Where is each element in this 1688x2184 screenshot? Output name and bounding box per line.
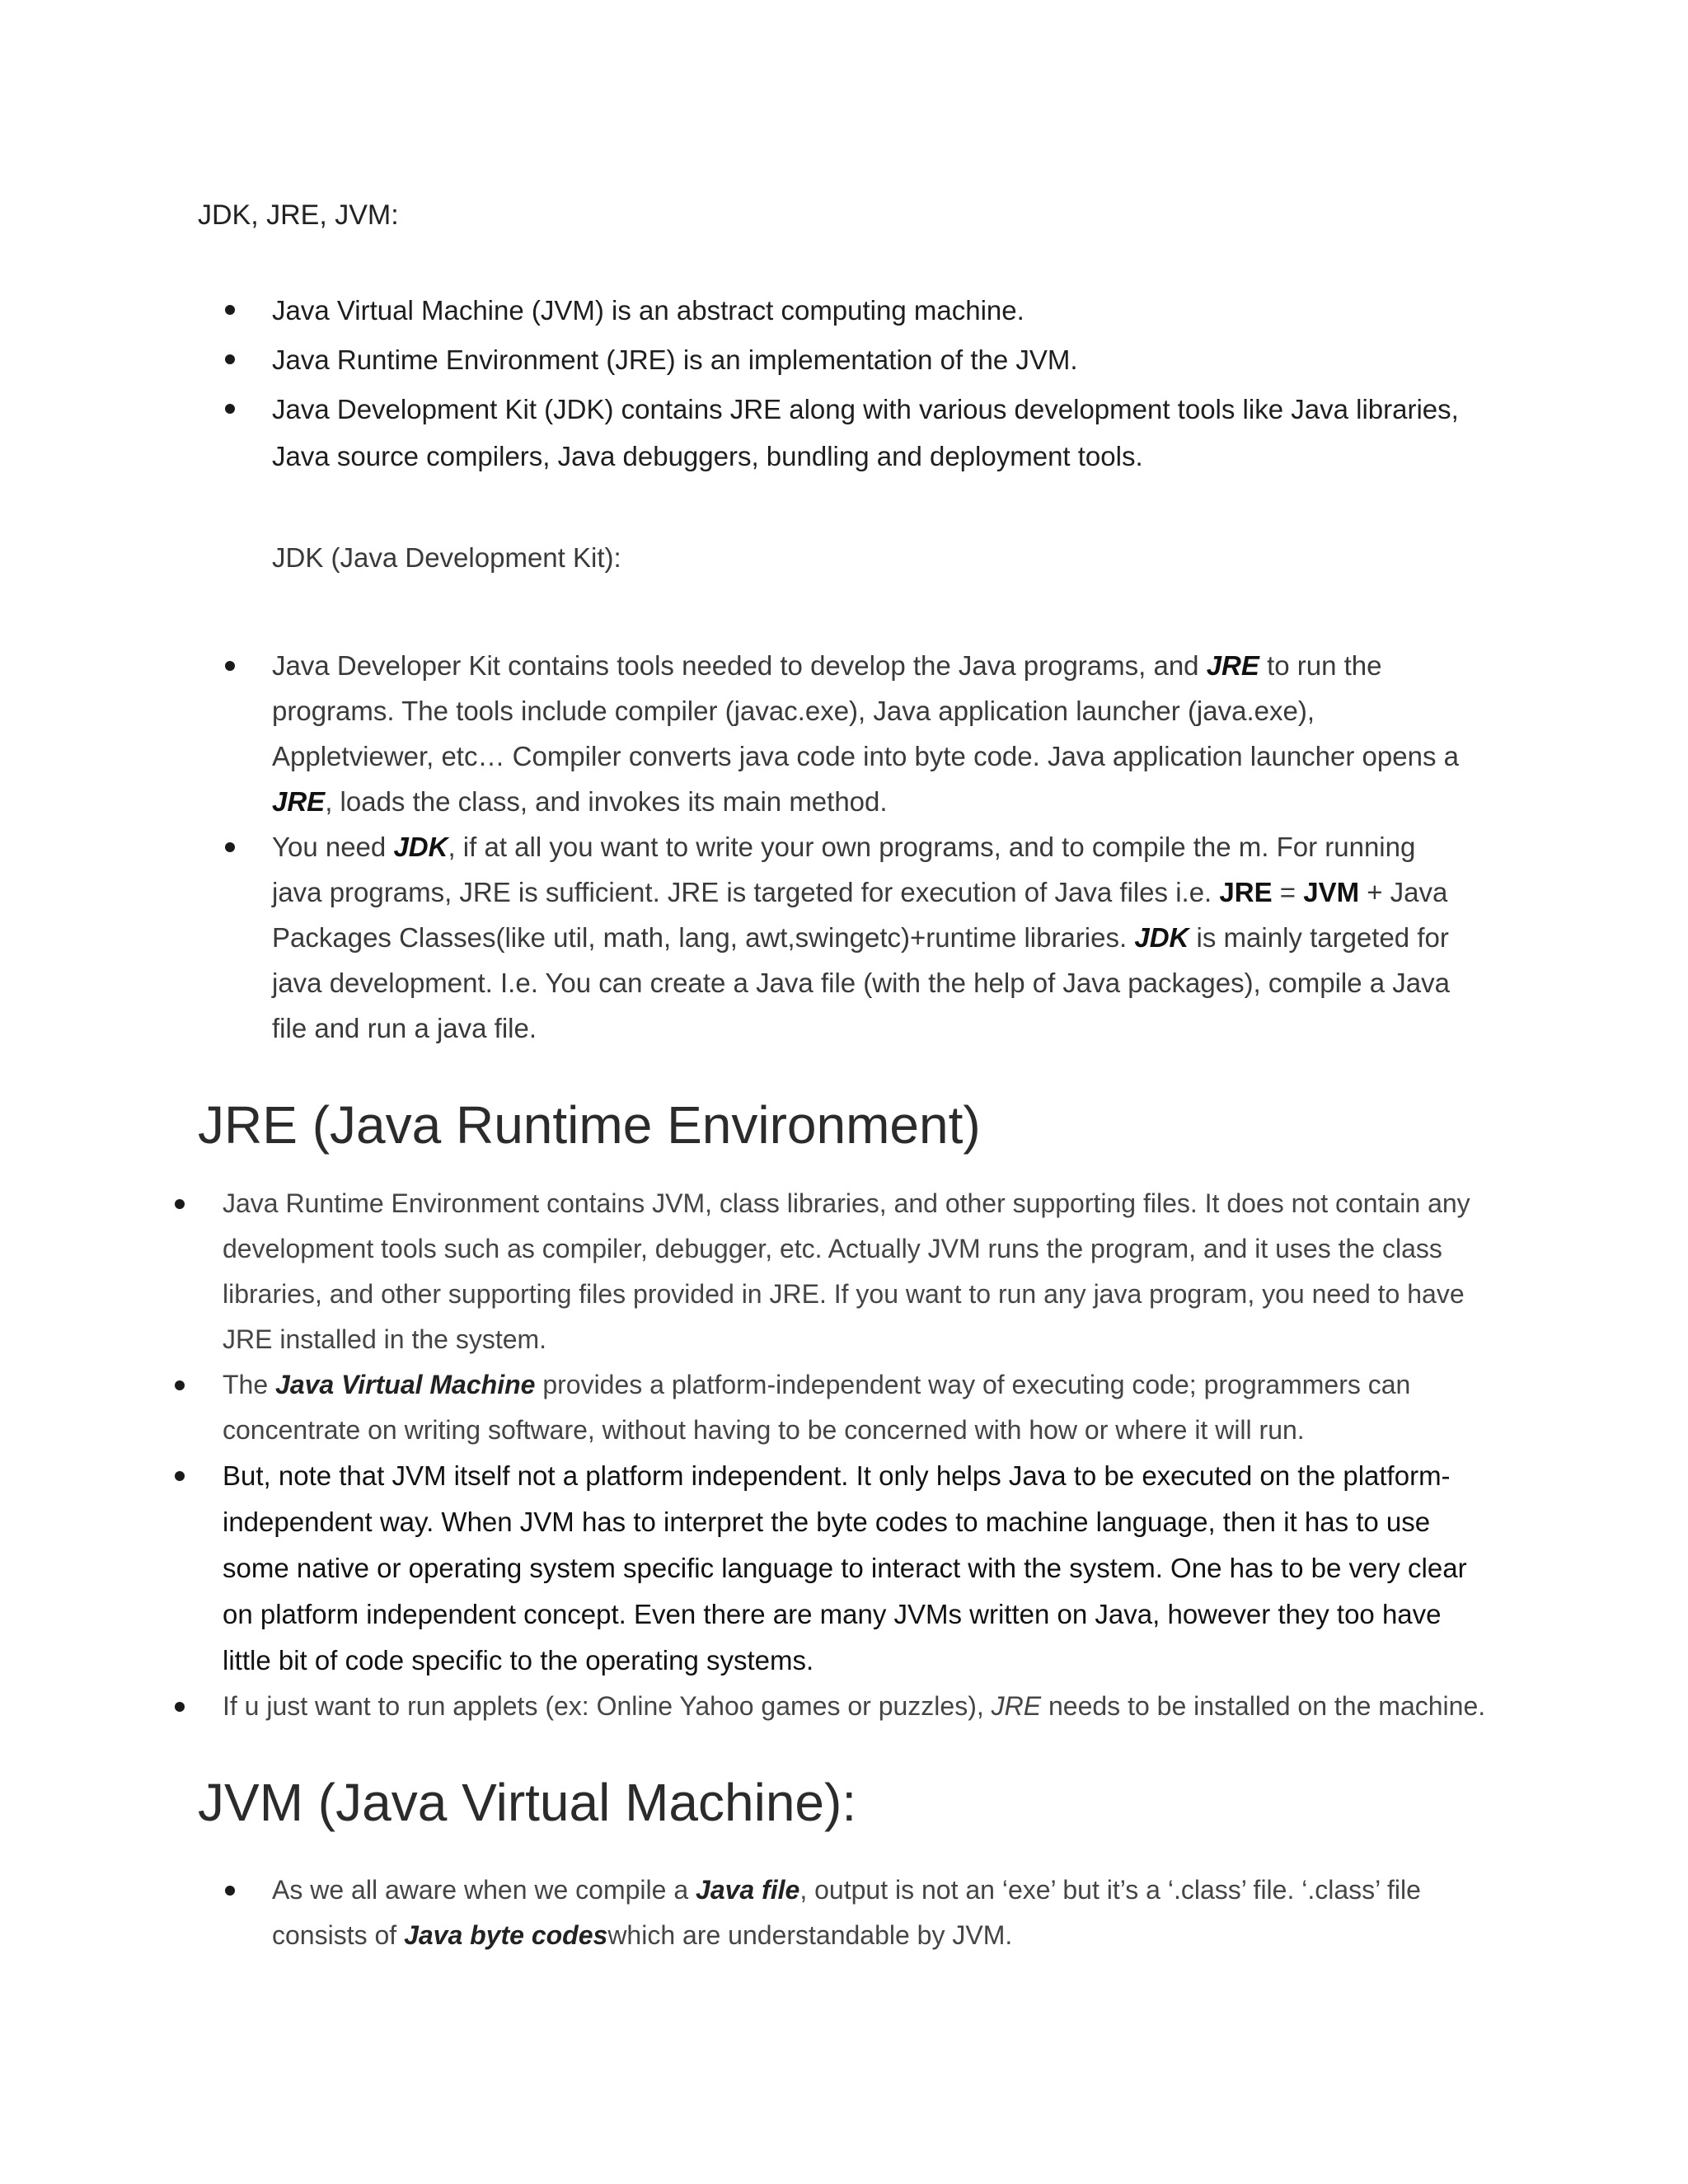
text-run: + Java Packages Classes(like util, math, lang, awt,swingetc)+runtime libraries. bbox=[272, 877, 1448, 953]
text-run: needs to be installed on the machine. bbox=[1041, 1691, 1486, 1721]
text-run: Java Developer Kit contains tools needed to develop the Java programs, and bbox=[272, 650, 1207, 681]
list-item bbox=[0, 643, 1467, 824]
text-run: , if at all you want to write your own programs, and to compile the m. For running java programs, JRE is sufficient. JRE is targeted for execution of Java files i.e. bbox=[272, 832, 1416, 907]
bullet-icon bbox=[225, 305, 235, 315]
jdk-list bbox=[0, 643, 1467, 1051]
text-run: As we all aware when we compile a bbox=[272, 1875, 696, 1905]
bullet-icon bbox=[225, 842, 235, 852]
text-run: The bbox=[223, 1370, 276, 1399]
list-item bbox=[0, 1868, 1496, 1958]
list-item bbox=[0, 287, 1467, 334]
list-item bbox=[0, 1181, 1496, 1362]
emphasis-java-byte-codes: Java byte codes bbox=[404, 1920, 608, 1950]
intro-list bbox=[0, 287, 1467, 480]
text-run: , loads the class, and invokes its main method. bbox=[325, 786, 888, 817]
emphasis-jre: JRE bbox=[991, 1691, 1042, 1721]
document-title: JDK, JRE, JVM: bbox=[198, 199, 399, 231]
emphasis-jdk: JDK bbox=[1134, 922, 1189, 953]
list-item bbox=[0, 1453, 1496, 1684]
jvm-heading: JVM (Java Virtual Machine): bbox=[198, 1773, 857, 1832]
bullet-icon bbox=[175, 1702, 185, 1712]
list-item bbox=[0, 336, 1467, 383]
bullet-icon bbox=[225, 404, 235, 414]
bullet-icon bbox=[225, 1886, 235, 1896]
bullet-icon bbox=[175, 1380, 185, 1390]
bullet-icon bbox=[225, 354, 235, 364]
list-item bbox=[0, 386, 1467, 480]
bullet-icon bbox=[175, 1471, 185, 1481]
text-run: provides a platform-independent way of executing code; programmers can concentrate on writing software, without having to be concerned with how or where it will run. bbox=[223, 1370, 1411, 1445]
emphasis-jdk: JDK bbox=[393, 832, 448, 862]
jre-list bbox=[0, 1181, 1496, 1729]
text-run: You need bbox=[272, 832, 394, 862]
bold-jvm: JVM bbox=[1303, 877, 1360, 907]
emphasis-jvm: Java Virtual Machine bbox=[275, 1370, 536, 1399]
bullet-icon bbox=[175, 1199, 185, 1209]
text-run: = bbox=[1272, 877, 1304, 907]
jre-heading: JRE (Java Runtime Environment) bbox=[198, 1095, 981, 1155]
intro-item-text: Java Development Kit (JDK) contains JRE along with various development tools like Java libraries, Java source compilers, Java debuggers, bundling and deployment tools. bbox=[272, 394, 1459, 471]
text-run: , output is not an ‘exe’ but it’s a ‘.class’ file. ‘.class’ file consists of bbox=[272, 1875, 1421, 1950]
intro-item-text: Java Runtime Environment (JRE) is an implementation of the JVM. bbox=[272, 344, 1078, 375]
text-run: If u just want to run applets (ex: Online Yahoo games or puzzles), bbox=[223, 1691, 992, 1721]
jdk-subheading: JDK (Java Development Kit): bbox=[272, 542, 621, 573]
intro-item-text: Java Virtual Machine (JVM) is an abstract computing machine. bbox=[272, 295, 1025, 326]
list-item bbox=[0, 1362, 1496, 1453]
jre-item-text: Java Runtime Environment contains JVM, class libraries, and other supporting files. It does not contain any development tools such as compiler, debugger, etc. Actually JVM runs the program, and it uses the class libraries, and other supporting files provided in JRE. If you want to run any java program, you need to have JRE installed in the system. bbox=[223, 1188, 1470, 1354]
emphasis-jre: JRE bbox=[272, 786, 326, 817]
jvm-list bbox=[0, 1868, 1496, 1958]
emphasis-jre: JRE bbox=[1206, 650, 1259, 681]
bullet-icon bbox=[225, 661, 235, 671]
list-item bbox=[0, 1684, 1496, 1729]
text-run: which are understandable by JVM. bbox=[607, 1920, 1013, 1950]
emphasis-java-file: Java file bbox=[696, 1875, 800, 1905]
text-run: to run the programs. The tools include compiler (javac.exe), Java application launcher (java.exe), Appletviewer, etc… Compiler converts java code into byte code. Java application launcher opens a bbox=[272, 650, 1459, 771]
jre-item-text: But, note that JVM itself not a platform independent. It only helps Java to be executed on the platform-independent way. When JVM has to interpret the byte codes to machine language, then it has to use some native or operating system specific language to interact with the system. One has to be very clear on platform independent concept. Even there are many JVMs written on Java, however they too have little bit of code specific to the operating systems. bbox=[223, 1460, 1467, 1675]
bold-jre: JRE bbox=[1219, 877, 1273, 907]
text-run: is mainly targeted for java development. I.e. You can create a Java file (with the help of Java packages), compile a Java file and run a java file. bbox=[272, 922, 1451, 1043]
list-item bbox=[0, 824, 1467, 1051]
